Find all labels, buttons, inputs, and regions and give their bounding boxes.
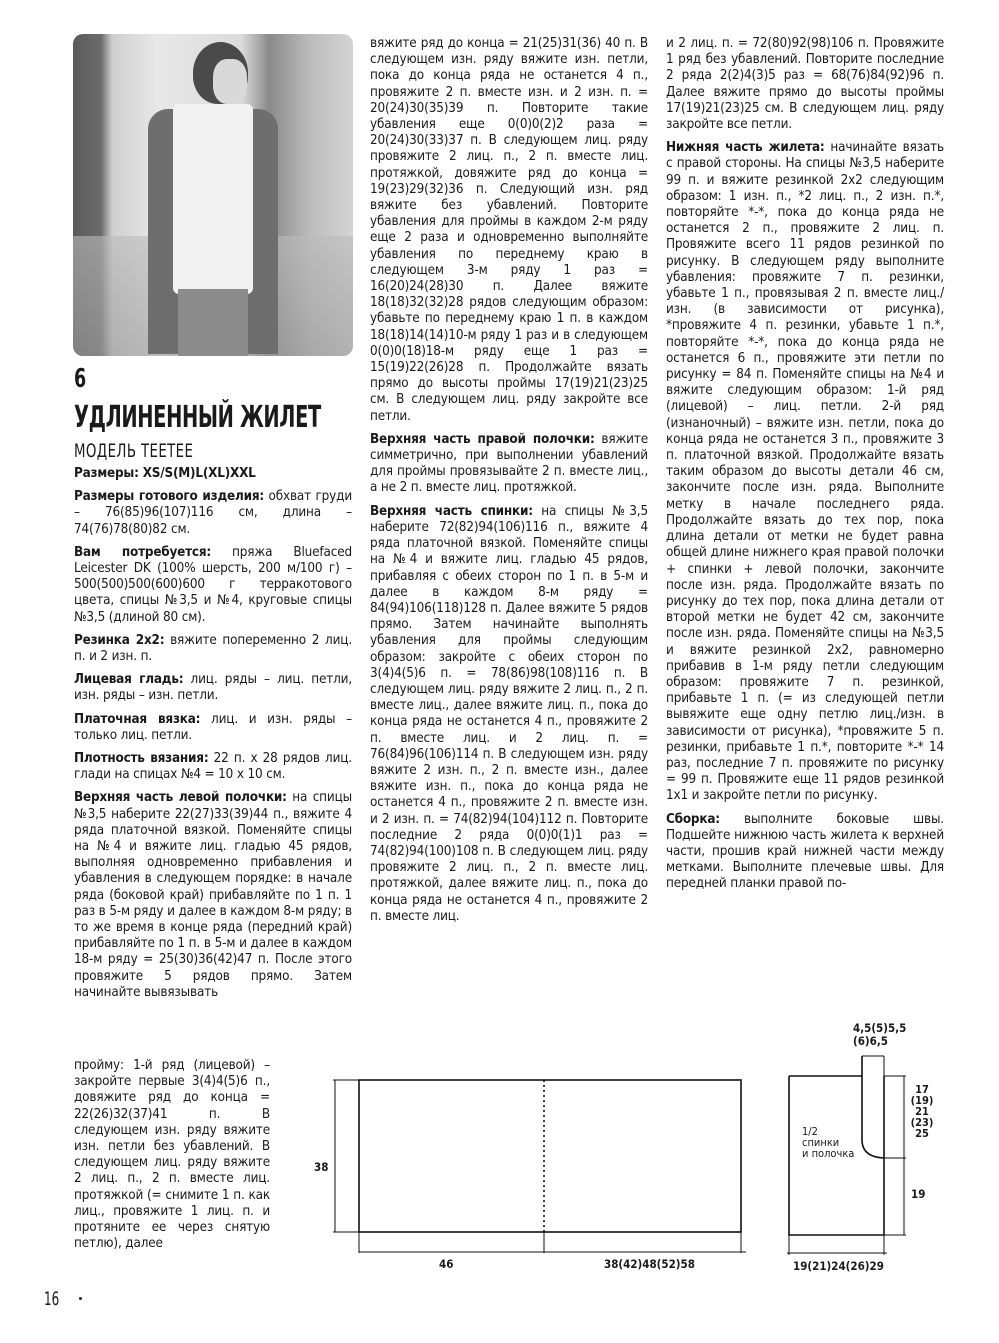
shoulder-label-2: (6)6,5	[853, 1034, 888, 1048]
lower-part-schematic	[333, 1080, 746, 1253]
armhole-height-label: 17 (19) 21 (23) 25	[910, 1083, 934, 1140]
piece-label: 1/2 спинки и полочка	[802, 1125, 855, 1160]
right-front-upper: Верхняя часть правой полочки: вяжите симметрично, при выполнении убавлений для проймы провязывайте 2 п. вместе лиц., а не 2 п. вместе лиц. протяжкой.	[370, 431, 648, 496]
lower-height-label: 38	[314, 1160, 329, 1174]
shoulder-label-1: 4,5(5)5,5	[853, 1021, 907, 1035]
left-front-upper: Верхняя часть левой полочки: на спицы №3,5 наберите 22(27)33(39)44 п., вяжите 4 ряда платочной вязкой. Поменяйте спицы на №4 и вяжите лиц. гладью 45 рядов, выполняя одновременно прибавления и убавления в следующем порядке: в начале ряда (боковой край) прибавляйте по 1 п. 1 раз в 5-м ряду и далее в каждом 8-м ряду; в то же время в конце ряда (передний край) прибавляйте по 1 п. в 5-м и далее в каждом 18-м ряду = 25(30)36(42)47 п. После этого провяжите 5 рядов прямо. Затем начинайте вывязывать	[74, 790, 352, 1000]
lower-width-left-label: 46	[439, 1257, 454, 1271]
side-height-label: 19	[911, 1187, 926, 1201]
left-front-upper-end: вяжите ряд до конца = 21(25)31(36) 40 п. В следующем изн. ряду вяжите изн. петли, пока до конца ряда не останется 4 п., провяжите 2 п. вместе изн. и 2 изн. п. = 20(24)30(35)39 п. Повторите такие убавления еще 0(0)0(2)2 раза = 20(24)30(33)37 п. В следующем лиц. ряду провяжите 2 лиц. п., 2 п. вместе лиц. протяжкой, довяжите ряд до конца = 19(23)29(32)36 п. Следующий изн. ряд вяжите без убавлений. Повторите убавления для проймы в каждом 2-м ряду еще 2 раза и одновременно выполняйте убавления по переднему краю в следующем 3-м ряду 1 раз = 16(20)24(28)30 п. Далее вяжите 18(18)32(32)28 рядов следующим образом: убавьте по переднему краю 1 п. в каждом 18(18)14(14)10-м ряду 1 раз и в следующем 0(0)0(18)18-м ряду еще 1 раз = 15(19)22(26)28 п. Продолжайте вязать прямо до высоты проймы 17(19)21(23)25 см. В следующем лиц. ряду закройте все петли.	[370, 36, 648, 424]
column-1-continued: пройму: 1-й ряд (лицевой) – закройте первые 3(4)4(5)6 п., довяжите ряд до конца = 22(26)32(37)41 п. В следующем изн. ряду вяжите изн. петли без убавлений. В следующем лиц. ряду вяжите 2 лиц. п., 2 п. вместе лиц. протяжкой (= снимите 1 п. как лиц., провяжите 1 лиц. п. и протяните ее через снятую петлю), далее	[74, 1058, 270, 1252]
assembly: Сборка: выполните боковые швы. Подшейте нижнюю часть жилета к верхней части, прошив край нижней части между метками. Выполните плечевые швы. Для передней планки правой по-	[666, 811, 944, 892]
sizes: Размеры: XS/S(M)L(XL)XXL	[74, 466, 256, 481]
stockinette-stitch: Лицевая гладь: лиц. ряды – лиц. петли, изн. ряды – изн. петли.	[74, 672, 352, 704]
page-dot	[79, 1297, 82, 1300]
gauge: Плотность вязания: 22 п. х 28 рядов лиц. глади на спицах №4 = 10 х 10 см.	[74, 751, 352, 783]
lower-part: Нижняя часть жилета: начинайте вязать с правой стороны. На спицы №3,5 наберите 99 п. и вяжите резинкой 2x2 следующим образом: 1 изн. п., *2 лиц. п., 2 изн. п.*, повторяйте *-*, пока до конца ряда не останется 2 п., провяжите 2 лиц. п. Провяжите всего 11 рядов резинкой по рисунку. В следующем ряду выполните убавления: провяжите 7 п. резинки, убавьте 1 п., провязывая 2 п. вместе лиц./изн. (в зависимости от рисунка), *провяжите 4 п. резинки, убавьте 1 п.*, повторяйте *-*, пока до конца ряда не останется 6 п., провяжите эти петли по рисунку = 84 п. Поменяйте спицы на №4 и вяжите следующим образом: 1-й ряд (лицевой) – лиц. петли. 2-й ряд (изнаночный) – вяжите изн. петли, пока до конца ряда не останется 3 п., провяжите 3 п. платочной вязкой. Продолжайте вязать таким образом до высоты детали 46 см, закончите после изн. ряда. Выполните метку в начале последнего ряда. Продолжайте вязать до тех пор, пока длина детали от метки не будет равна общей длине нижнего края правой полочки + спинки + левой полочки, закончите после изн. ряда. Продолжайте вязать по рисунку до тех пор, пока длина детали от второй метки не будет 42 см, закончите после изн. ряда. Поменяйте спицы на №3,5 и вяжите резинкой 2x2, равномерно прибавив в 1-м ряду петли следующим образом: провяжите 7 п. резинкой, прибавьте 1 п. (= из следующей петли вывяжите еще одну петлю лиц./изн. в зависимости от рисунка), *провяжите 5 п. резинки, прибавьте 1 п.*, повторите *-* 14 раз, последние 7 п. провяжите по рисунку = 99 п. Провяжите еще 11 рядов резинкой 1x1 и закройте петли по рисунку.	[666, 140, 944, 804]
pattern-number: 6	[74, 364, 87, 394]
model-name: МОДЕЛЬ TEETEE	[74, 440, 194, 462]
rib-stitch: Резинка 2x2: вяжите попеременно 2 лиц. п. и 2 изн. п.	[74, 632, 352, 665]
back-upper-end: и 2 лиц. п. = 72(80)92(98)106 п. Провяжите 1 ряд без убавлений. Повторите последние 2 ряда 2(2)4(3)5 раз = 68(76)84(92)96 п. Далее вяжите прямо до высоты проймы 17(19)21(23)25 см. В следующем лиц. ряду закройте все петли.	[666, 36, 944, 133]
pattern-title: УДЛИНЕННЫЙ ЖИЛЕТ	[74, 400, 321, 435]
upper-width-label: 19(21)24(26)29	[793, 1259, 884, 1273]
garter-stitch: Платочная вязка: лиц. и изн. ряды – только лиц. петли.	[74, 711, 353, 743]
finished-sizes: Размеры готового изделия: обхват груди – 76(85)96(107)116 см, длина – 74(76)78(80)82 см.	[74, 489, 352, 537]
back-upper: Верхняя часть спинки: на спицы №3,5 наберите 72(82)94(106)116 п., вяжите 4 ряда платочной вязкой. Поменяйте спицы на №4 и вяжите лиц. гладью 45 рядов, прибавляя с обеих сторон по 1 п. в 5-м и далее в каждом 8-м ряду = 84(94)106(118)128 п. Далее вяжите 5 рядов прямо. Затем начинайте выполнять убавления для проймы следующим образом: закройте с обеих сторон по 3(4)4(5)6 п. = 78(86)98(108)116 п. В следующем лиц. ряду вяжите 2 лиц. п., 2 п. вместе лиц., далее вяжите лиц. п., пока до конца ряда не останется 4 п., провяжите 2 п. вместе лиц. и 2 лиц. п. = 76(84)96(106)114 п. В следующем изн. ряду вяжите 2 изн. п., 2 п. вместе изн., далее вяжите изн. п., пока до конца ряда не останется 4 п., провяжите 2 п. вместе изн. и 2 изн. п. = 74(82)94(104)112 п. Повторите последние 2 ряда 0(0)0(1)1 раз = 74(82)94(100)108 п. В следующем лиц. ряду провяжите 2 лиц. п., 2 п. вместе лиц. протяжкой, далее вяжите лиц. п., пока до конца ряда не останется 4 п., провяжите 2 п. вместе лиц.	[370, 503, 648, 924]
lower-width-right-label: 38(42)48(52)58	[604, 1257, 695, 1271]
page-number: 16	[44, 1288, 60, 1310]
materials: Вам потребуется: пряжа Bluefaced Leicester DK (100% шерсть, 200 м/100 г) – 500(500)500(600)600 г терракотового цвета, спицы №3,5 и №4, круговые спицы №3,5 (длиной 80 см).	[74, 544, 352, 625]
